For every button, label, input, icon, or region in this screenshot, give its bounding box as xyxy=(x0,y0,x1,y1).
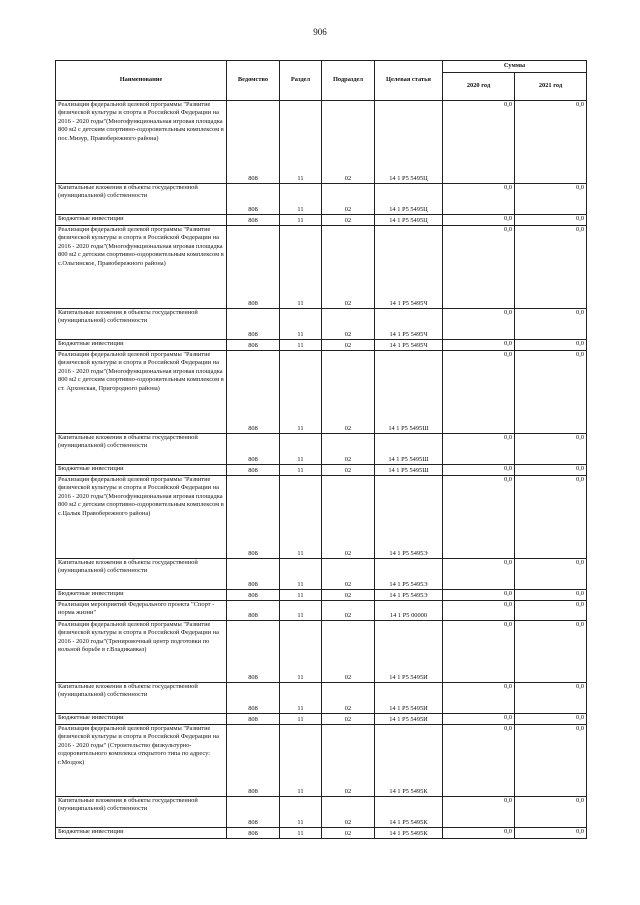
row-target-article: 14 1 Р5 5495Э xyxy=(375,476,443,559)
row-amount-2021: 0,0 xyxy=(515,621,587,683)
row-amount-2020: 0,0 xyxy=(443,309,515,340)
row-name: Капитальные вложения в объекты государственной (муниципальной) собственности xyxy=(56,683,227,714)
row-subsection: 02 xyxy=(322,683,375,714)
row-amount-2020: 0,0 xyxy=(443,683,515,714)
row-subsection: 02 xyxy=(322,559,375,590)
table-row xyxy=(56,340,587,351)
row-target-article: 14 1 Р5 5495И xyxy=(375,714,443,725)
row-amount-2020: 0,0 xyxy=(443,476,515,559)
row-subsection: 02 xyxy=(322,184,375,215)
row-amount-2020: 0,0 xyxy=(443,559,515,590)
table-row xyxy=(56,101,587,184)
row-amount-2021: 0,0 xyxy=(515,828,587,839)
row-name: Реализация федеральной целевой программы "Развитие физической культуры и спорта в Российской Федерации на 2016 - 2020 годы" (Строительство физкультурно-оздоровительного комплекса открытого типа по адресу: г.Моздок) xyxy=(56,725,227,797)
row-section: 11 xyxy=(280,351,322,434)
row-subsection: 02 xyxy=(322,351,375,434)
row-target-article: 14 1 Р5 5495Ч xyxy=(375,309,443,340)
table-row xyxy=(56,590,587,601)
row-target-article: 14 1 Р5 5495К xyxy=(375,828,443,839)
row-name: Бюджетные инвестиции xyxy=(56,828,227,839)
row-subsection: 02 xyxy=(322,101,375,184)
row-amount-2020: 0,0 xyxy=(443,621,515,683)
table-row xyxy=(56,476,587,559)
row-agency: 808 xyxy=(227,714,280,725)
table-row xyxy=(56,559,587,590)
row-section: 11 xyxy=(280,465,322,476)
row-section: 11 xyxy=(280,621,322,683)
row-agency: 808 xyxy=(227,215,280,226)
row-section: 11 xyxy=(280,184,322,215)
row-target-article: 14 1 Р5 5495Э xyxy=(375,590,443,601)
row-amount-2020: 0,0 xyxy=(443,184,515,215)
header-subsection: Подраздел xyxy=(322,61,375,101)
row-amount-2021: 0,0 xyxy=(515,601,587,621)
row-amount-2020: 0,0 xyxy=(443,465,515,476)
row-name: Реализация федеральной целевой программы "Развитие физической культуры и спорта в Российской Федерации на 2016 - 2020 годы"(Тренировочный центр подготовки по вольной борьбе в г.Владикавказ) xyxy=(56,621,227,683)
row-subsection: 02 xyxy=(322,215,375,226)
row-section: 11 xyxy=(280,434,322,465)
row-section: 11 xyxy=(280,714,322,725)
row-amount-2021: 0,0 xyxy=(515,476,587,559)
row-name: Реализация федеральной целевой программы "Развитие физической культуры и спорта в Российской Федерации на 2016 - 2020 годы"(Многофункциональная игровая площадка 800 м2 с детским спортивно-оздоровительным комплексом в ст. Архонская, Пригородного района) xyxy=(56,351,227,434)
row-subsection: 02 xyxy=(322,714,375,725)
row-agency: 808 xyxy=(227,828,280,839)
table-row xyxy=(56,725,587,797)
row-amount-2021: 0,0 xyxy=(515,226,587,309)
row-amount-2020: 0,0 xyxy=(443,101,515,184)
row-amount-2021: 0,0 xyxy=(515,725,587,797)
row-target-article: 14 1 Р5 5495К xyxy=(375,725,443,797)
row-agency: 808 xyxy=(227,340,280,351)
header-target-article: Целевая статья xyxy=(375,61,443,101)
row-subsection: 02 xyxy=(322,226,375,309)
table-row xyxy=(56,621,587,683)
row-name: Реализация федеральной целевой программы "Развитие физической культуры и спорта в Российской Федерации на 2016 - 2020 годы"(Многофункциональная игровая площадка 800 м2 с детским спортивно-оздоровительным комплексом в с.Ольгинское, Правобережного района) xyxy=(56,226,227,309)
header-year-2020: 2020 год xyxy=(443,73,515,101)
row-amount-2021: 0,0 xyxy=(515,590,587,601)
budget-table xyxy=(55,60,587,839)
row-section: 11 xyxy=(280,340,322,351)
row-target-article: 14 1 Р5 5495Ш xyxy=(375,434,443,465)
row-agency: 808 xyxy=(227,725,280,797)
row-section: 11 xyxy=(280,559,322,590)
table-row xyxy=(56,714,587,725)
row-agency: 808 xyxy=(227,309,280,340)
row-amount-2020: 0,0 xyxy=(443,714,515,725)
row-agency: 808 xyxy=(227,797,280,828)
row-amount-2021: 0,0 xyxy=(515,351,587,434)
table-row xyxy=(56,309,587,340)
row-amount-2021: 0,0 xyxy=(515,683,587,714)
table-row xyxy=(56,215,587,226)
row-name: Капитальные вложения в объекты государственной (муниципальной) собственности xyxy=(56,434,227,465)
row-amount-2021: 0,0 xyxy=(515,465,587,476)
page-number: 906 xyxy=(313,27,327,37)
row-name: Реализация федеральной целевой программы "Развитие физической культуры и спорта в Российской Федерации на 2016 - 2020 годы"(Многофункциональная игровая площадка 800 м2 с детским спортивно-оздоровительным комплексом в с.Цалык Правобережного района) xyxy=(56,476,227,559)
row-agency: 808 xyxy=(227,601,280,621)
row-target-article: 14 1 Р5 5495И xyxy=(375,621,443,683)
row-subsection: 02 xyxy=(322,828,375,839)
row-target-article: 14 1 Р5 5495Ц xyxy=(375,101,443,184)
row-amount-2020: 0,0 xyxy=(443,590,515,601)
row-name: Капитальные вложения в объекты государственной (муниципальной) собственности xyxy=(56,309,227,340)
row-agency: 808 xyxy=(227,465,280,476)
row-section: 11 xyxy=(280,215,322,226)
row-name: Бюджетные инвестиции xyxy=(56,215,227,226)
row-section: 11 xyxy=(280,797,322,828)
table-row xyxy=(56,828,587,839)
row-section: 11 xyxy=(280,683,322,714)
row-agency: 808 xyxy=(227,184,280,215)
row-name: Бюджетные инвестиции xyxy=(56,465,227,476)
row-subsection: 02 xyxy=(322,340,375,351)
header-sums: Суммы xyxy=(443,61,587,73)
row-agency: 808 xyxy=(227,621,280,683)
row-section: 11 xyxy=(280,226,322,309)
row-target-article: 14 1 Р5 5495Ш xyxy=(375,465,443,476)
row-amount-2021: 0,0 xyxy=(515,309,587,340)
row-section: 11 xyxy=(280,828,322,839)
header-name: Наименование xyxy=(56,61,227,101)
row-section: 11 xyxy=(280,309,322,340)
table-row xyxy=(56,465,587,476)
row-target-article: 14 1 Р5 00000 xyxy=(375,601,443,621)
row-subsection: 02 xyxy=(322,621,375,683)
row-amount-2020: 0,0 xyxy=(443,601,515,621)
row-target-article: 14 1 Р5 5495Ч xyxy=(375,340,443,351)
table-row xyxy=(56,226,587,309)
row-agency: 808 xyxy=(227,351,280,434)
table-row xyxy=(56,184,587,215)
row-name: Реализация федеральной целевой программы "Развитие физической культуры и спорта в Российской Федерации на 2016 - 2020 годы"(Многофункциональная игровая площадка 800 м2 с детским спортивно-оздоровительным комплексом в пос.Мизур, Правобережного района) xyxy=(56,101,227,184)
row-name: Бюджетные инвестиции xyxy=(56,340,227,351)
row-agency: 808 xyxy=(227,683,280,714)
row-section: 11 xyxy=(280,101,322,184)
row-target-article: 14 1 Р5 5495Ц xyxy=(375,215,443,226)
row-section: 11 xyxy=(280,590,322,601)
row-agency: 808 xyxy=(227,559,280,590)
row-amount-2020: 0,0 xyxy=(443,797,515,828)
row-subsection: 02 xyxy=(322,590,375,601)
row-amount-2021: 0,0 xyxy=(515,101,587,184)
row-name: Реализация мероприятий Федерального проекта "Спорт - норма жизни" xyxy=(56,601,227,621)
row-amount-2021: 0,0 xyxy=(515,434,587,465)
row-agency: 808 xyxy=(227,476,280,559)
row-agency: 808 xyxy=(227,226,280,309)
row-target-article: 14 1 Р5 5495И xyxy=(375,683,443,714)
row-target-article: 14 1 Р5 5495Ч xyxy=(375,226,443,309)
row-target-article: 14 1 Р5 5495Ц xyxy=(375,184,443,215)
row-name: Бюджетные инвестиции xyxy=(56,590,227,601)
row-agency: 808 xyxy=(227,434,280,465)
row-subsection: 02 xyxy=(322,476,375,559)
row-name: Капитальные вложения в объекты государственной (муниципальной) собственности xyxy=(56,559,227,590)
row-section: 11 xyxy=(280,601,322,621)
row-target-article: 14 1 Р5 5495Ш xyxy=(375,351,443,434)
row-agency: 808 xyxy=(227,101,280,184)
table-row xyxy=(56,683,587,714)
row-subsection: 02 xyxy=(322,465,375,476)
header-section: Раздел xyxy=(280,61,322,101)
row-name: Капитальные вложения в объекты государственной (муниципальной) собственности xyxy=(56,184,227,215)
row-amount-2020: 0,0 xyxy=(443,226,515,309)
row-subsection: 02 xyxy=(322,797,375,828)
row-amount-2020: 0,0 xyxy=(443,215,515,226)
table-body xyxy=(56,101,587,839)
table-row xyxy=(56,434,587,465)
row-target-article: 14 1 Р5 5495К xyxy=(375,797,443,828)
row-amount-2020: 0,0 xyxy=(443,725,515,797)
row-section: 11 xyxy=(280,476,322,559)
row-amount-2020: 0,0 xyxy=(443,351,515,434)
row-subsection: 02 xyxy=(322,309,375,340)
row-amount-2021: 0,0 xyxy=(515,184,587,215)
row-section: 11 xyxy=(280,725,322,797)
row-name: Бюджетные инвестиции xyxy=(56,714,227,725)
row-amount-2020: 0,0 xyxy=(443,434,515,465)
table-row xyxy=(56,601,587,621)
table-row xyxy=(56,797,587,828)
row-agency: 808 xyxy=(227,590,280,601)
row-name: Капитальные вложения в объекты государственной (муниципальной) собственности xyxy=(56,797,227,828)
row-amount-2021: 0,0 xyxy=(515,714,587,725)
row-amount-2021: 0,0 xyxy=(515,797,587,828)
row-subsection: 02 xyxy=(322,601,375,621)
row-target-article: 14 1 Р5 5495Э xyxy=(375,559,443,590)
header-agency: Ведомство xyxy=(227,61,280,101)
row-amount-2021: 0,0 xyxy=(515,215,587,226)
row-amount-2021: 0,0 xyxy=(515,559,587,590)
table-row xyxy=(56,351,587,434)
row-amount-2020: 0,0 xyxy=(443,340,515,351)
row-subsection: 02 xyxy=(322,434,375,465)
row-subsection: 02 xyxy=(322,725,375,797)
row-amount-2020: 0,0 xyxy=(443,828,515,839)
header-year-2021: 2021 год xyxy=(515,73,587,101)
row-amount-2021: 0,0 xyxy=(515,340,587,351)
